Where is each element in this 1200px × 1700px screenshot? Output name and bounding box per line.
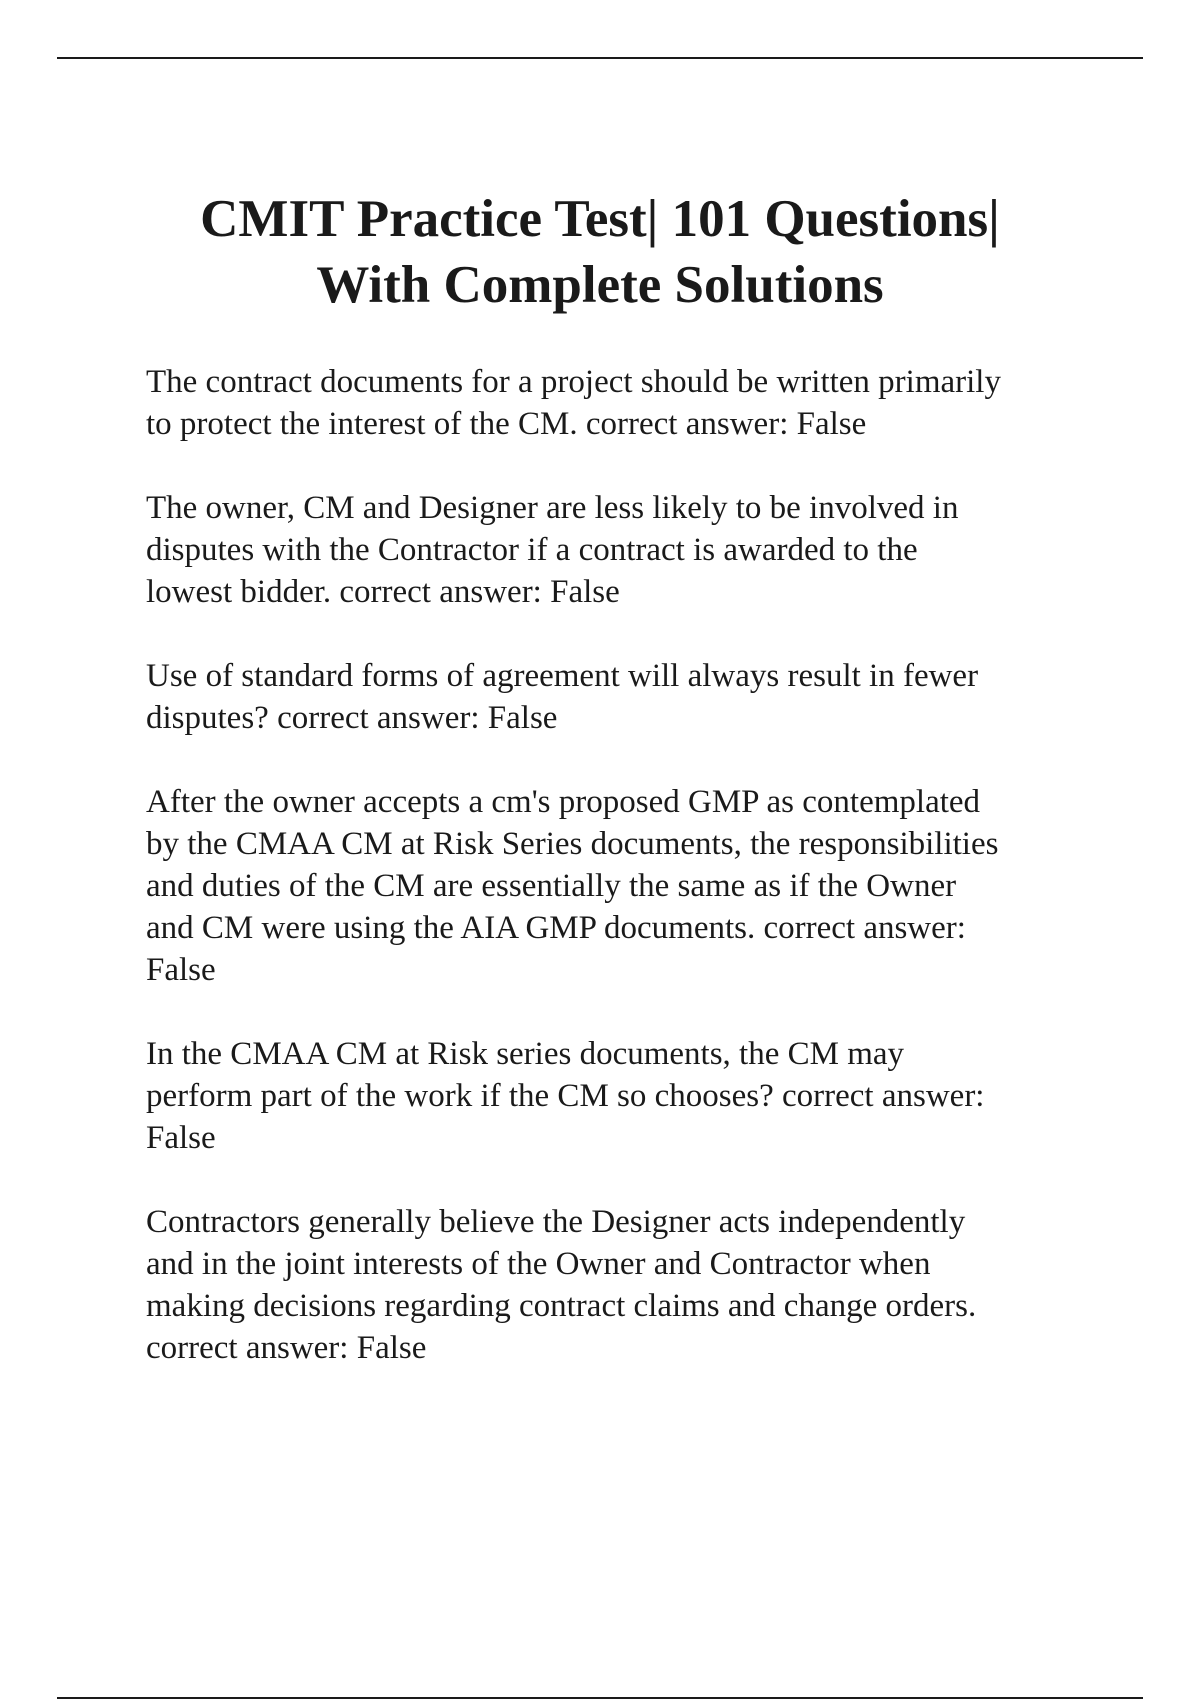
title-line: CMIT Practice Test| 101 Questions| [200,190,1000,248]
question-line: and CM were using the AIA GMP documents. correct answer: [146,910,966,946]
question-item [146,781,1106,991]
question-line: Contractors generally believe the Designer acts independently [146,1204,966,1240]
question-item [146,361,1106,445]
question-line: correct answer: False [146,1330,427,1366]
question-line: lowest bidder. correct answer: False [146,574,620,610]
question-line: disputes with the Contractor if a contract is awarded to the [146,532,918,568]
question-line: False [146,952,216,988]
question-line: and duties of the CM are essentially the same as if the Owner [146,868,957,904]
question-line: In the CMAA CM at Risk series documents, the CM may [146,1036,905,1072]
question-line: Use of standard forms of agreement will always result in fewer [146,658,979,694]
question-line: The owner, CM and Designer are less likely to be involved in [146,490,959,526]
page-title [100,186,1100,318]
question-line: perform part of the work if the CM so chooses? correct answer: [146,1078,985,1114]
question-line: disputes? correct answer: False [146,700,558,736]
footer-rule [57,1697,1143,1699]
header-rule [57,57,1143,59]
question-item [146,487,1106,613]
question-line: False [146,1120,216,1156]
question-item [146,1033,1106,1159]
question-list [146,361,1106,1411]
question-item [146,1201,1106,1369]
question-line: The contract documents for a project should be written primarily [146,364,1001,400]
question-line: and in the joint interests of the Owner and Contractor when [146,1246,931,1282]
question-line: After the owner accepts a cm's proposed GMP as contemplated [146,784,981,820]
question-line: making decisions regarding contract claims and change orders. [146,1288,977,1324]
question-item [146,655,1106,739]
title-line: With Complete Solutions [316,256,884,314]
question-line: by the CMAA CM at Risk Series documents, the responsibilities [146,826,999,862]
question-line: to protect the interest of the CM. correct answer: False [146,406,867,442]
